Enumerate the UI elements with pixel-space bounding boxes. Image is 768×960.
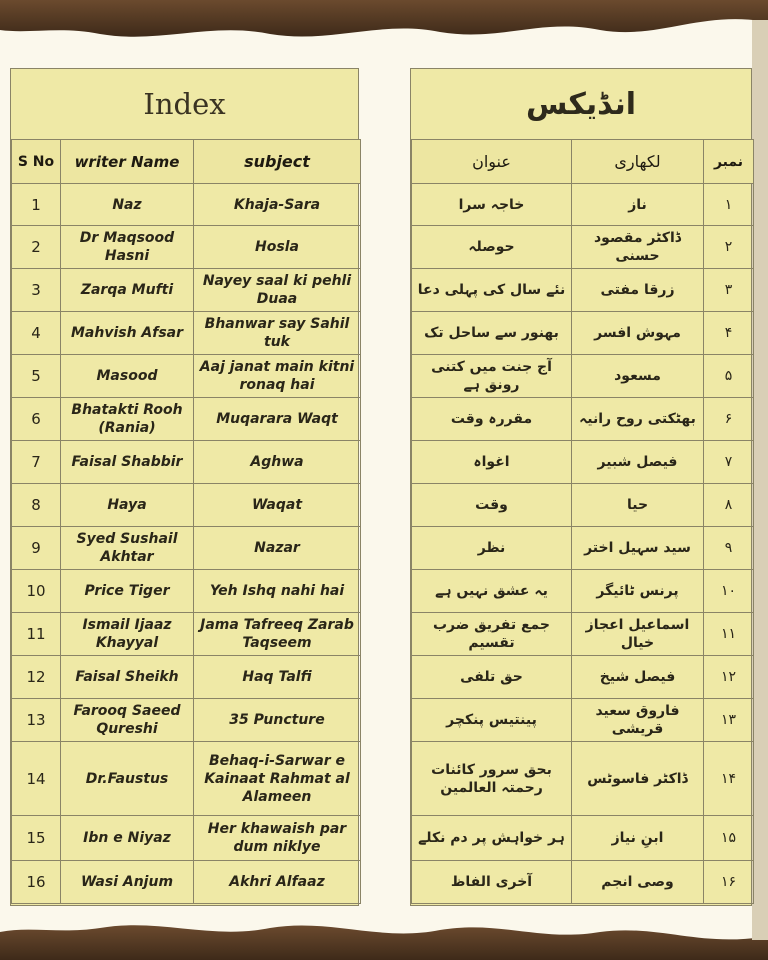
right-cell-writer: ڈاکٹر مقصود حسنی <box>572 226 704 269</box>
right-cell-subject: اغواہ <box>412 441 572 484</box>
right-cell-num: ۸ <box>704 484 754 527</box>
right-cell-num: ۱۱ <box>704 613 754 656</box>
left-cell-sno: 15 <box>12 816 61 861</box>
right-cell-subject: آخری الفاظ <box>412 861 572 904</box>
right-table-row <box>412 355 754 398</box>
right-cell-writer: فیصل شبیر <box>572 441 704 484</box>
left-table-row <box>12 816 361 861</box>
urdu-index-panel <box>410 68 752 906</box>
right-cell-num: ۱۴ <box>704 742 754 816</box>
right-table-row <box>412 699 754 742</box>
left-cell-subject: Nayey saal ki pehli Duaa <box>194 269 361 312</box>
right-cell-writer: فاروق سعید قریشی <box>572 699 704 742</box>
right-cell-subject: آج جنت میں کتنی رونق ہے <box>412 355 572 398</box>
right-cell-num: ۱ <box>704 184 754 226</box>
header-subject: subject <box>194 140 361 184</box>
left-cell-writer: Dr.Faustus <box>61 742 194 816</box>
right-cell-writer: بھٹکتی روح رانیہ <box>572 398 704 441</box>
right-table-row <box>412 269 754 312</box>
right-cell-num: ۱۳ <box>704 699 754 742</box>
right-cell-writer: ناز <box>572 184 704 226</box>
right-cell-num: ۱۲ <box>704 656 754 699</box>
left-cell-sno: 5 <box>12 355 61 398</box>
right-cell-subject: یہ عشق نہیں ہے <box>412 570 572 613</box>
left-cell-sno: 4 <box>12 312 61 355</box>
right-table-row <box>412 184 754 226</box>
left-cell-subject: Her khawaish par dum niklye <box>194 816 361 861</box>
left-cell-sno: 11 <box>12 613 61 656</box>
left-cell-subject: Haq Talfi <box>194 656 361 699</box>
left-cell-sno: 9 <box>12 527 61 570</box>
left-cell-writer: Ismail Ijaaz Khayyal <box>61 613 194 656</box>
right-cell-subject: پینتیس پنکچر <box>412 699 572 742</box>
left-table-row <box>12 699 361 742</box>
left-table-row <box>12 355 361 398</box>
left-cell-sno: 1 <box>12 184 61 226</box>
left-table-row <box>12 398 361 441</box>
english-index-table <box>11 139 361 904</box>
right-cell-num: ۱۶ <box>704 861 754 904</box>
left-cell-subject: Aghwa <box>194 441 361 484</box>
left-cell-sno: 13 <box>12 699 61 742</box>
right-table-row <box>412 570 754 613</box>
left-cell-writer: Farooq Saeed Qureshi <box>61 699 194 742</box>
left-cell-sno: 2 <box>12 226 61 269</box>
right-cell-subject: مقررہ وقت <box>412 398 572 441</box>
urdu-index-table <box>411 139 754 904</box>
left-cell-subject: 35 Puncture <box>194 699 361 742</box>
right-cell-writer: زرقا مفتی <box>572 269 704 312</box>
left-cell-subject: Jama Tafreeq Zarab Taqseem <box>194 613 361 656</box>
left-cell-writer: Faisal Sheikh <box>61 656 194 699</box>
right-cell-writer: ڈاکٹر فاسوٹس <box>572 742 704 816</box>
right-cell-writer: اسماعیل اعجاز خیال <box>572 613 704 656</box>
left-cell-sno: 8 <box>12 484 61 527</box>
right-cell-writer: پرنس ٹائیگر <box>572 570 704 613</box>
right-cell-num: ۷ <box>704 441 754 484</box>
right-cell-num: ۲ <box>704 226 754 269</box>
left-cell-subject: Waqat <box>194 484 361 527</box>
left-cell-writer: Masood <box>61 355 194 398</box>
left-cell-sno: 3 <box>12 269 61 312</box>
right-cell-num: ۴ <box>704 312 754 355</box>
right-cell-num: ۵ <box>704 355 754 398</box>
right-cell-subject: خاجہ سرا <box>412 184 572 226</box>
left-cell-sno: 7 <box>12 441 61 484</box>
right-cell-num: ۹ <box>704 527 754 570</box>
left-table-row <box>12 312 361 355</box>
right-table-row <box>412 613 754 656</box>
left-cell-subject: Nazar <box>194 527 361 570</box>
left-cell-sno: 10 <box>12 570 61 613</box>
left-table-row <box>12 184 361 226</box>
left-cell-writer: Mahvish Afsar <box>61 312 194 355</box>
right-table-row <box>412 398 754 441</box>
left-table-row <box>12 226 361 269</box>
left-table-row <box>12 269 361 312</box>
left-table-row <box>12 441 361 484</box>
right-cell-num: ۱۰ <box>704 570 754 613</box>
right-table-row <box>412 527 754 570</box>
right-table-row <box>412 816 754 861</box>
left-cell-writer: Haya <box>61 484 194 527</box>
left-cell-subject: Khaja-Sara <box>194 184 361 226</box>
right-cell-writer: سید سہیل اختر <box>572 527 704 570</box>
right-cell-writer: ابنِ نیاز <box>572 816 704 861</box>
right-cell-writer: وصی انجم <box>572 861 704 904</box>
left-cell-subject: Muqarara Waqt <box>194 398 361 441</box>
right-cell-writer: حیا <box>572 484 704 527</box>
left-table-row <box>12 861 361 904</box>
right-cell-num: ۱۵ <box>704 816 754 861</box>
left-table-row <box>12 656 361 699</box>
right-cell-subject: جمع تفریق ضرب تقسیم <box>412 613 572 656</box>
right-cell-subject: حوصلہ <box>412 226 572 269</box>
right-cell-subject: وقت <box>412 484 572 527</box>
left-table-row <box>12 613 361 656</box>
right-table-row <box>412 226 754 269</box>
right-cell-subject: بحق سرور کائنات رحمتہ العالمین <box>412 742 572 816</box>
left-cell-sno: 12 <box>12 656 61 699</box>
right-table-row <box>412 484 754 527</box>
left-table-row <box>12 742 361 816</box>
header-urdu-number: نمبر <box>704 140 754 184</box>
right-cell-num: ۶ <box>704 398 754 441</box>
left-cell-writer: Wasi Anjum <box>61 861 194 904</box>
right-table-row <box>412 441 754 484</box>
header-urdu-subject: عنوان <box>412 140 572 184</box>
left-cell-subject: Hosla <box>194 226 361 269</box>
header-writer: writer Name <box>61 140 194 184</box>
right-cell-num: ۳ <box>704 269 754 312</box>
left-cell-writer: Dr Maqsood Hasni <box>61 226 194 269</box>
left-cell-subject: Bhanwar say Sahil tuk <box>194 312 361 355</box>
left-cell-writer: Bhatakti Rooh (Rania) <box>61 398 194 441</box>
right-table-row <box>412 656 754 699</box>
right-table-row <box>412 861 754 904</box>
right-cell-writer: فیصل شیخ <box>572 656 704 699</box>
right-cell-writer: مسعود <box>572 355 704 398</box>
right-cell-subject: حق تلفی <box>412 656 572 699</box>
english-index-panel <box>10 68 359 906</box>
left-cell-sno: 16 <box>12 861 61 904</box>
header-sno: S No <box>12 140 61 184</box>
left-cell-subject: Akhri Alfaaz <box>194 861 361 904</box>
left-cell-writer: Faisal Shabbir <box>61 441 194 484</box>
left-cell-subject: Aaj janat main kitni ronaq hai <box>194 355 361 398</box>
right-cell-subject: بھنور سے ساحل تک <box>412 312 572 355</box>
left-table-row <box>12 570 361 613</box>
left-cell-writer: Syed Sushail Akhtar <box>61 527 194 570</box>
left-table-row <box>12 484 361 527</box>
right-table-row <box>412 312 754 355</box>
right-cell-subject: ہر خواہش پر دم نکلے <box>412 816 572 861</box>
left-cell-writer: Naz <box>61 184 194 226</box>
left-cell-subject: Yeh Ishq nahi hai <box>194 570 361 613</box>
left-cell-writer: Price Tiger <box>61 570 194 613</box>
right-table-row <box>412 742 754 816</box>
header-urdu-writer: لکھاری <box>572 140 704 184</box>
urdu-title: انڈیکس <box>526 86 636 122</box>
right-cell-subject: نئے سال کی پہلی دعا <box>412 269 572 312</box>
left-cell-subject: Behaq-i-Sarwar e Kainaat Rahmat al Alameen <box>194 742 361 816</box>
english-title: Index <box>143 87 226 121</box>
left-cell-sno: 6 <box>12 398 61 441</box>
right-cell-subject: نظر <box>412 527 572 570</box>
left-cell-writer: Ibn e Niyaz <box>61 816 194 861</box>
left-cell-writer: Zarqa Mufti <box>61 269 194 312</box>
right-cell-writer: مہوش افسر <box>572 312 704 355</box>
left-cell-sno: 14 <box>12 742 61 816</box>
left-table-row <box>12 527 361 570</box>
